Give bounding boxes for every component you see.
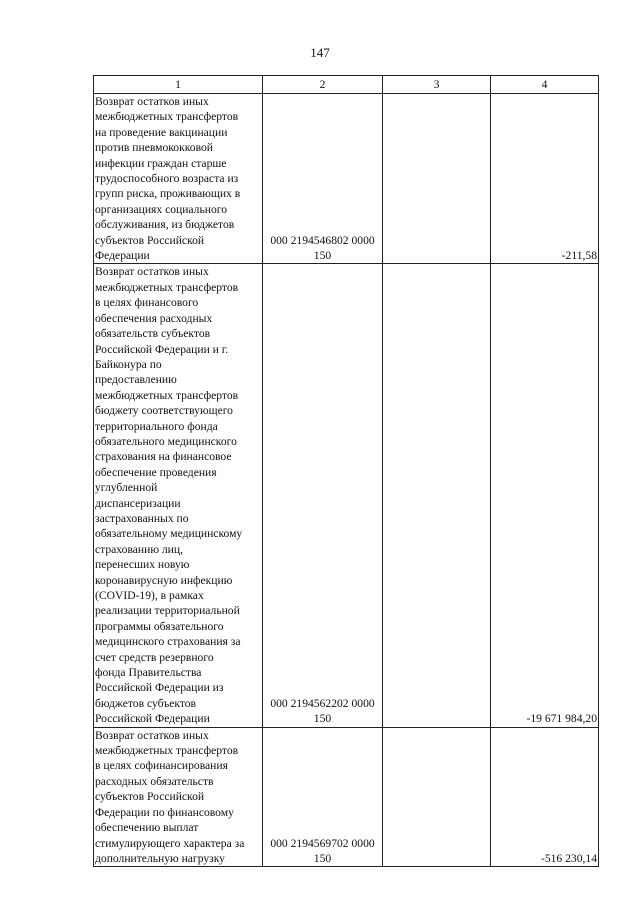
table-header-row [94, 76, 599, 94]
row-amount: -19 671 984,20 [491, 264, 599, 727]
row-amount: -211,58 [491, 94, 599, 264]
row-budget-code: 000 2194562202 0000 150 [263, 264, 383, 727]
row-column-3 [383, 94, 491, 264]
column-header-3: 3 [383, 76, 491, 94]
row-column-3 [383, 264, 491, 727]
row-budget-code: 000 2194546802 0000 150 [263, 94, 383, 264]
table-row [94, 727, 599, 867]
budget-return-table [93, 75, 599, 867]
table-row [94, 94, 599, 264]
row-description: Возврат остатков иных межбюджетных трансфертов в целях софинансирования расходных обязательств субъектов Российской Федерации по финансовому обеспечению выплат стимулирующего характера за дополнительную нагрузку [94, 727, 263, 867]
table-row [94, 264, 599, 727]
row-description: Возврат остатков иных межбюджетных трансфертов в целях финансового обеспечения расходных обязательств субъектов Российской Федерации и г. Байконура по предоставлению межбюджетных трансфертов бюджету соответствующего территориального фонда обязательного медицинского страхования на финансовое обеспечение проведения углубленной диспансеризации застрахованных по обязательному медицинскому страхованию лиц, перенесших новую коронавирусную инфекцию (COVID-19), в рамках реализации территориальной программы обязательного медицинского страхования за счет средств резервного фонда Правительства Российской Федерации из бюджетов субъектов Российской Федерации [94, 264, 263, 727]
row-budget-code: 000 2194569702 0000 150 [263, 727, 383, 867]
row-column-3 [383, 727, 491, 867]
row-amount: -516 230,14 [491, 727, 599, 867]
column-header-4: 4 [491, 76, 599, 94]
page-number: 147 [310, 45, 330, 60]
column-header-2: 2 [263, 76, 383, 94]
row-description: Возврат остатков иных межбюджетных трансфертов на проведение вакцинации против пневмококковой инфекции граждан старше трудоспособного возраста из групп риска, проживающих в организациях социального обслуживания, из бюджетов субъектов Российской Федерации [94, 94, 263, 264]
column-header-1: 1 [94, 76, 263, 94]
